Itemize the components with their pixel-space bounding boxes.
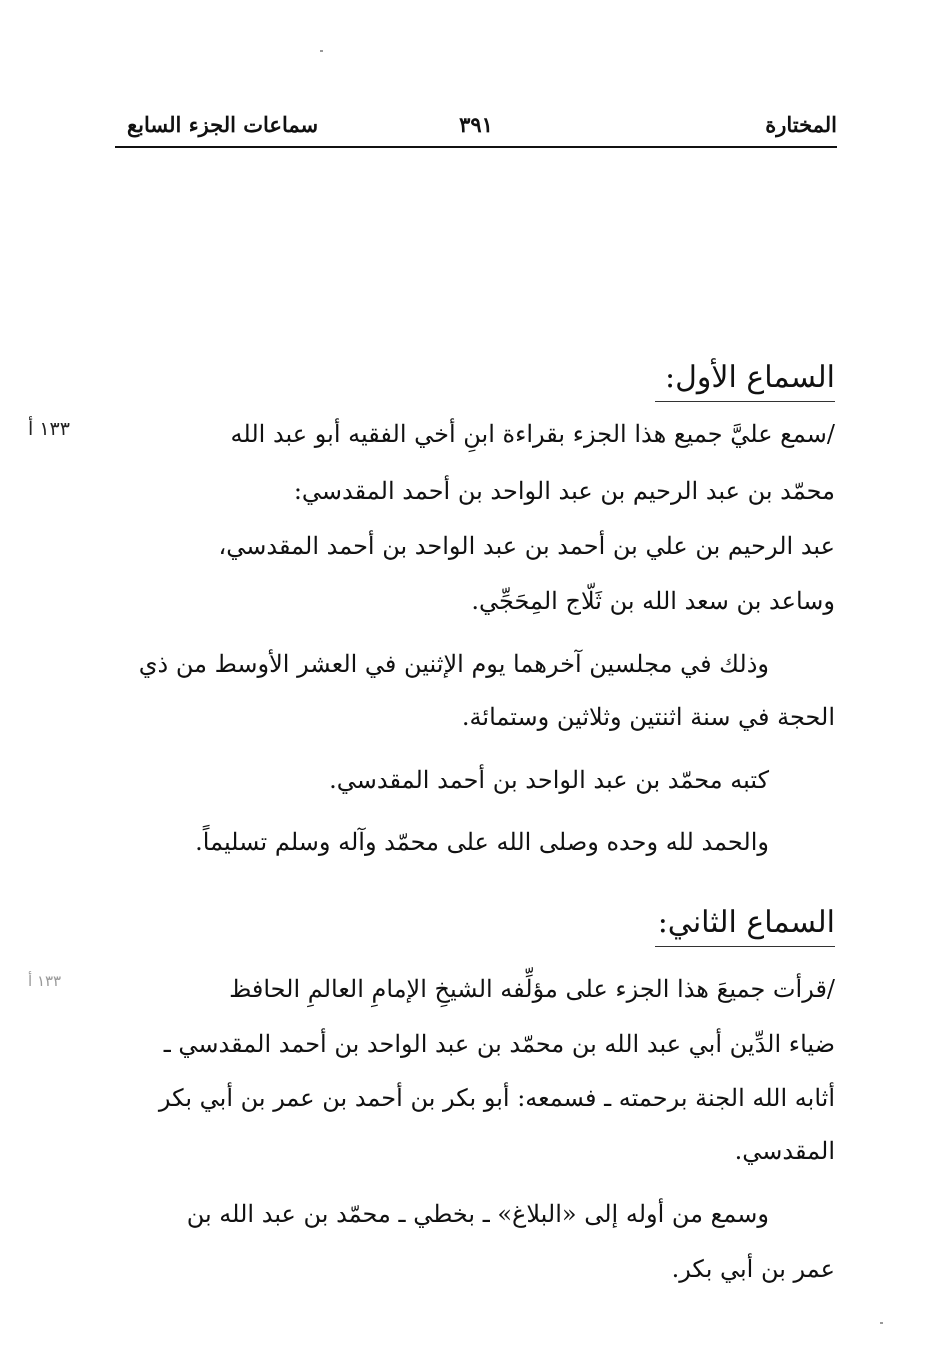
running-header <box>115 104 837 148</box>
section-1-line-3: عبد الرحيم بن علي بن أحمد بن عبد الواحد بن أحمد المقدسي، <box>218 532 835 560</box>
header-section-title: سماعات الجزء السابع <box>127 112 319 137</box>
section-1-title: السماع الأول: <box>655 360 835 402</box>
section-2-line-6: عمر بن أبي بكر. <box>671 1255 835 1283</box>
section-1-line-4: وساعد بن سعد الله بن ثَلّاج المِحَجِّي. <box>471 587 835 615</box>
section-1-line-8: والحمد لله وحده وصلى الله على محمّد وآله وسلم تسليماً. <box>195 828 769 856</box>
section-1-line-7: كتبه محمّد بن عبد الواحد بن أحمد المقدسي. <box>329 766 769 794</box>
section-2-line-3: أثابه الله الجنة برحمته ـ فسمعه: أبو بكر بن أحمد بن عمر بن أبي بكر <box>158 1084 835 1112</box>
header-book-title: المختارة <box>765 112 837 137</box>
section-1-line-6: الحجة في سنة اثنتين وثلاثين وستمائة. <box>461 703 835 731</box>
scan-speck <box>880 1322 883 1324</box>
margin-folio-note-2: ١٣٣ أ <box>28 972 62 990</box>
section-1-line-5: وذلك في مجلسين آخرهما يوم الإثنين في العشر الأوسط من ذي <box>138 650 769 678</box>
margin-folio-note-1: ١٣٣ أ <box>28 418 70 440</box>
section-1-line-1: /سمع عليَّ جميع هذا الجزء بقراءة ابنِ أخي الفقيه أبو عبد الله <box>230 420 835 448</box>
section-2-line-1: /قرأت جميعَ هذا الجزء على مؤلِّفه الشيخِ الإمامِ العالمِ الحافظ <box>229 975 835 1003</box>
scan-speck <box>320 50 323 52</box>
section-2-line-5: وسمع من أوله إلى «البلاغ» ـ بخطي ـ محمّد بن عبد الله بن <box>186 1200 769 1228</box>
page-number: ٣٩١ <box>459 112 493 137</box>
section-2-title: السماع الثاني: <box>655 905 835 947</box>
section-1-line-2: محمّد بن عبد الرحيم بن عبد الواحد بن أحمد المقدسي: <box>293 477 835 505</box>
section-2-line-4: المقدسي. <box>734 1137 835 1165</box>
section-2-line-2: ضياء الدِّين أبي عبد الله بن محمّد بن عبد الواحد بن أحمد المقدسي ـ <box>163 1030 835 1058</box>
